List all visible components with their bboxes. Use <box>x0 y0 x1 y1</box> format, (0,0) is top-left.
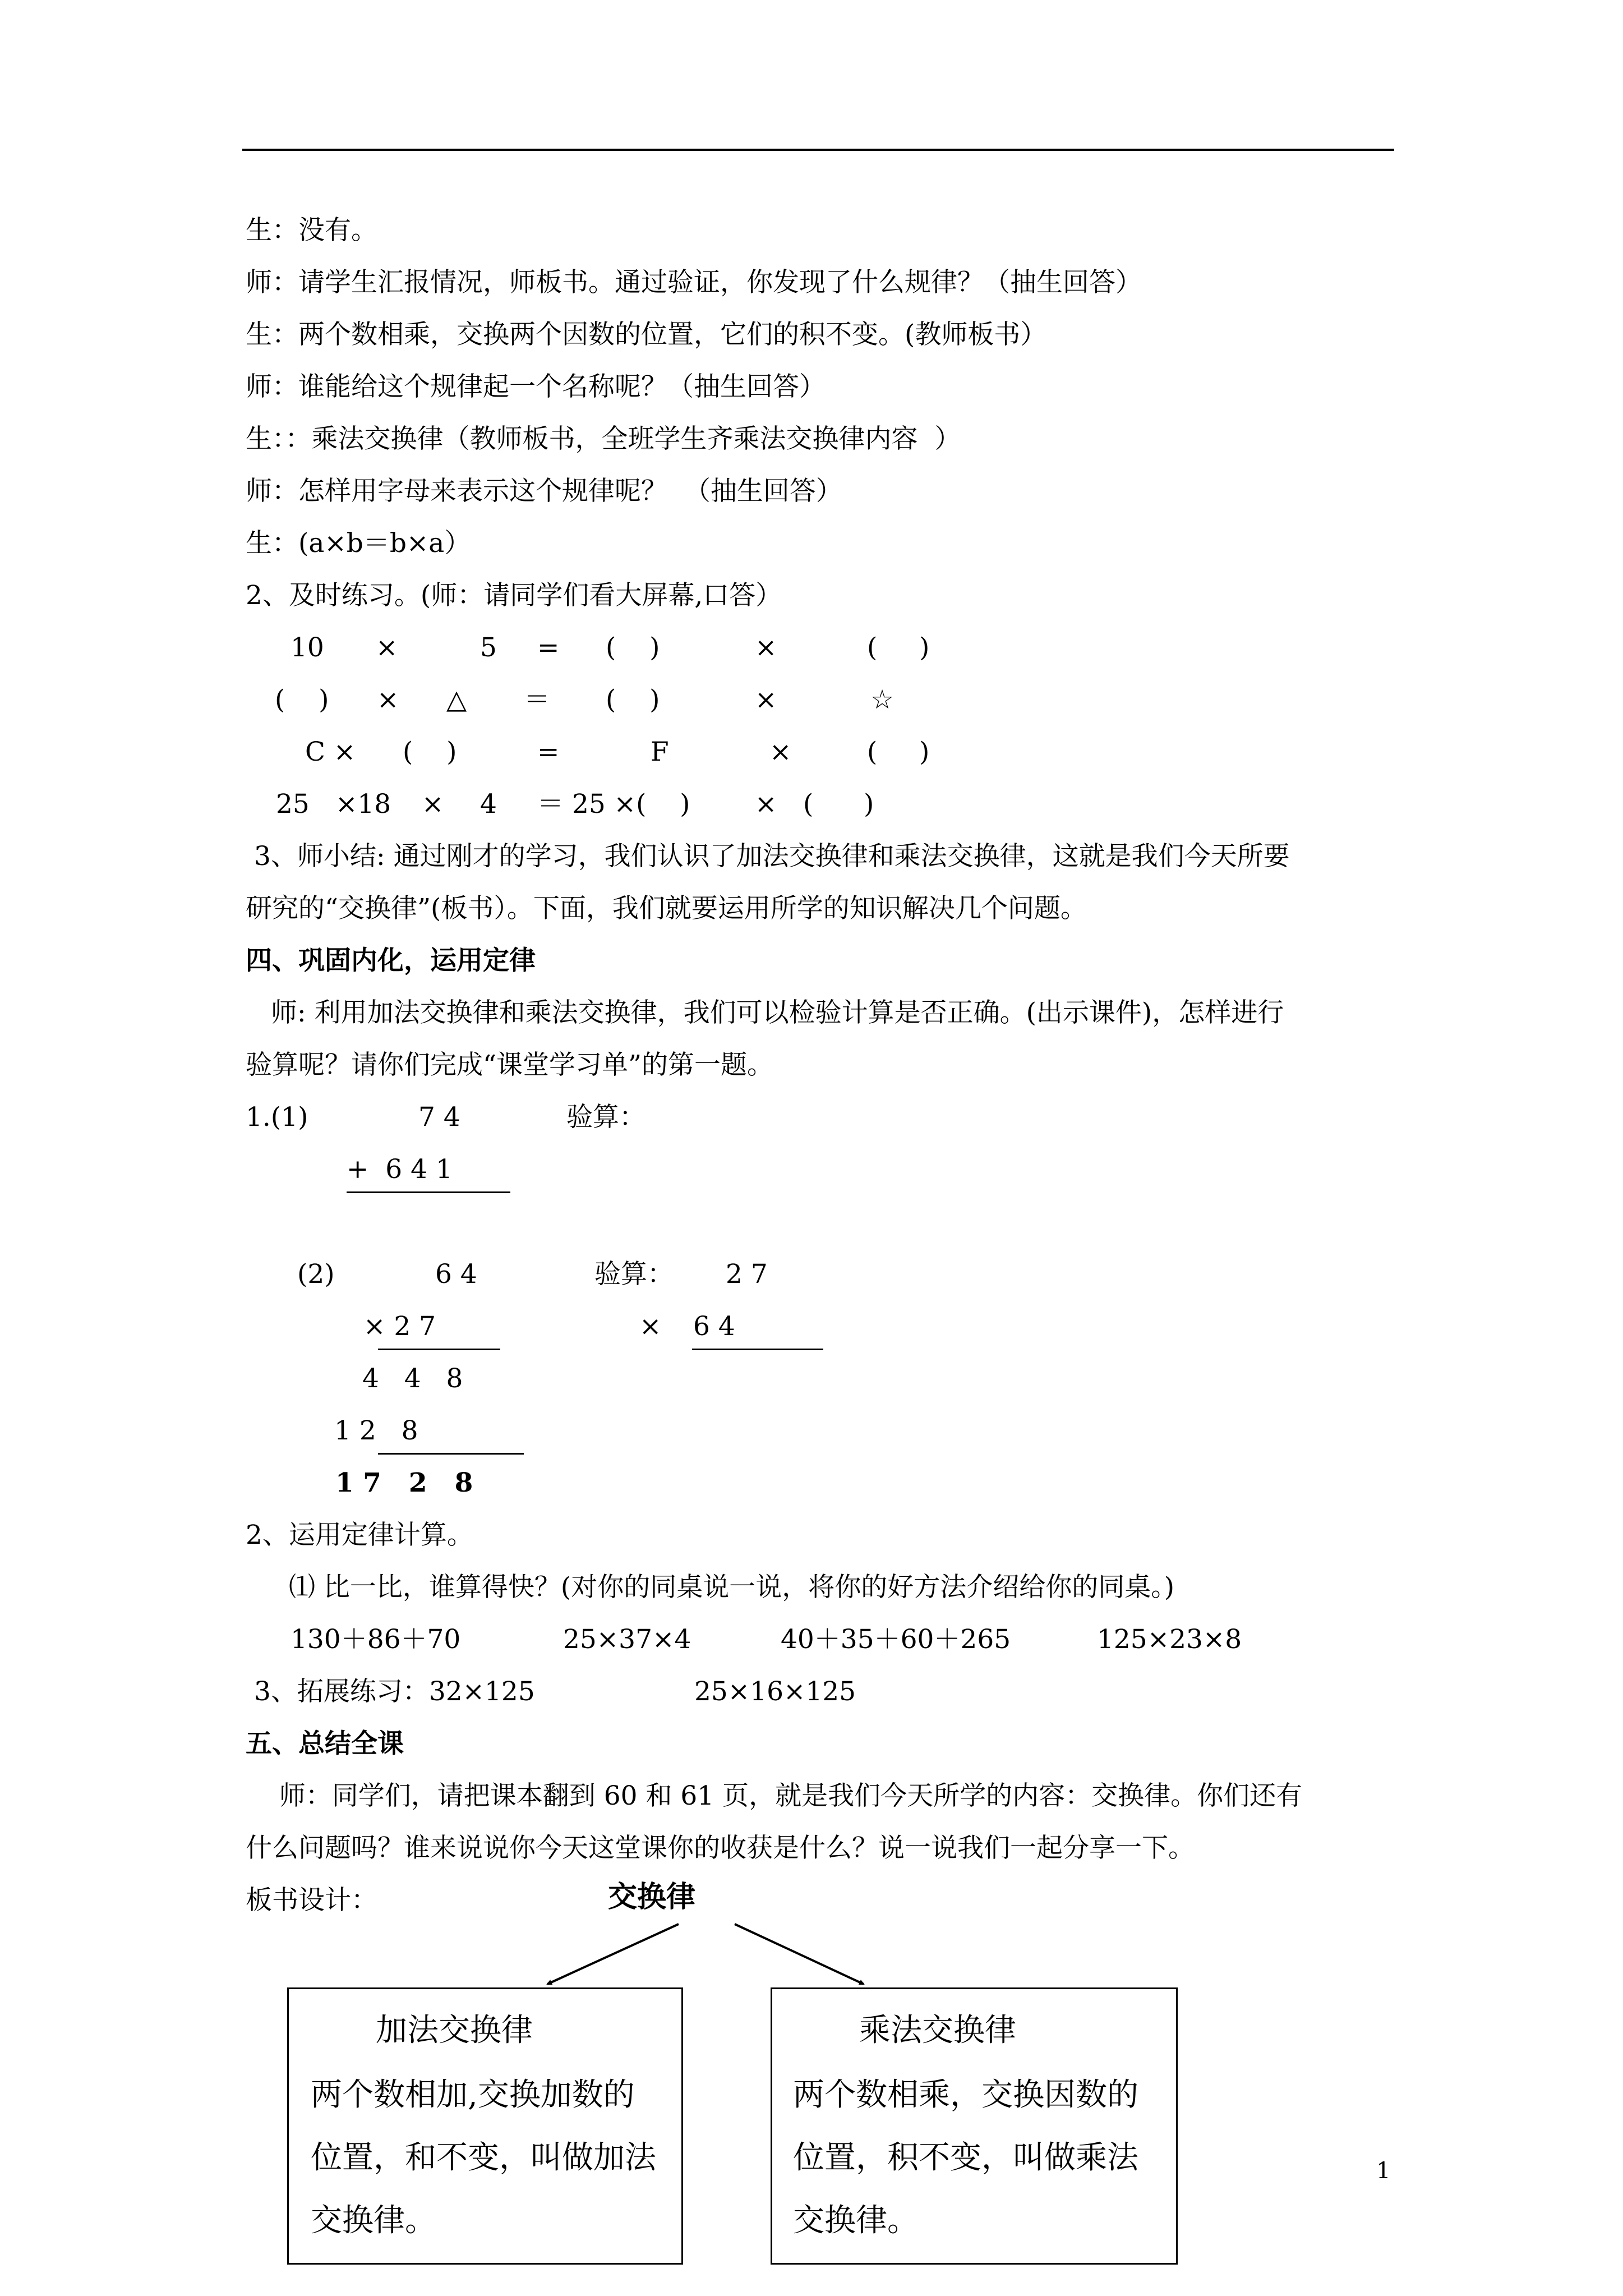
ex2-op1: × <box>377 684 399 715</box>
board-title: 交换律 <box>608 1880 696 1914</box>
dialog-line-7: 生：(a×b＝b×a） <box>246 528 471 559</box>
multiplication-law-line-3: 交换律。 <box>793 2202 919 2239</box>
ex2-eq: ＝ <box>524 684 550 715</box>
section5-para-2: 什么问题吗？谁来说说你今天这堂课你的收获是什么？说一说我们一起分享一下。 <box>246 1833 1195 1864</box>
calc1-label: 1.(1) <box>246 1102 308 1133</box>
calc2-partial-2: 1 2 8 <box>334 1415 418 1446</box>
addition-law-line-3: 交换律。 <box>311 2202 436 2239</box>
calc2-check-mult: 6 4 <box>693 1311 735 1342</box>
summary-line-1: 3、师小结: 通过刚才的学习，我们认识了加法交换律和乘法交换律，这就是我们今天所要 <box>246 841 1290 872</box>
ex3-f: F <box>651 737 669 767</box>
header-rule <box>242 149 1394 151</box>
ex3-eq: = <box>537 737 560 767</box>
ex3-blank1: ( ) <box>403 737 457 767</box>
section5-heading: 五、总结全课 <box>246 1728 404 1759</box>
multiplication-law-title: 乘法交换律 <box>859 2012 1016 2049</box>
ex2-op2: × <box>755 684 777 715</box>
arrow-left <box>547 1924 679 1984</box>
calc1-underline <box>347 1191 510 1193</box>
calc2-check-label: 验算： <box>594 1259 674 1290</box>
calc1-addend: + 6 4 1 <box>347 1154 453 1185</box>
ex2-triangle: △ <box>446 684 467 715</box>
calc2-check-sign: × <box>639 1311 662 1342</box>
ex2-blank1: ( ) <box>275 684 329 715</box>
ex4-4: 4 <box>480 789 497 820</box>
law-title: 2、运用定律计算。 <box>246 1520 473 1550</box>
section4-heading: 四、巩固内化，运用定律 <box>246 945 536 976</box>
dialog-line-2: 师：请学生汇报情况，师板书。通过验证，你发现了什么规律？（抽生回答） <box>246 267 1142 298</box>
ex2-star: ☆ <box>870 684 895 715</box>
law-ext-label: 3、拓展练习：32×125 <box>246 1676 535 1707</box>
ex1-blank1: ( ) <box>606 632 660 663</box>
section4-para-2: 验算呢？请你们完成“课堂学习单”的第一题。 <box>246 1050 774 1080</box>
addition-law-line-1: 两个数相加,交换加数的 <box>311 2077 635 2113</box>
dialog-line-5: 生：：乘法交换律（教师板书，全班学生齐乘法交换律内容 ） <box>246 424 961 454</box>
calc2-result: 1 7 2 8 <box>335 1467 473 1498</box>
calc2-underline <box>378 1349 500 1350</box>
calc2-label: (2) <box>297 1259 335 1290</box>
ex4-op2: × <box>755 789 777 820</box>
arrow-right <box>735 1924 864 1984</box>
ex4-op: × <box>422 789 444 820</box>
ex2-blank2: ( ) <box>606 684 660 715</box>
dialog-line-3: 生：两个数相乘，交换两个因数的位置，它们的积不变。(教师板书） <box>246 319 1047 350</box>
ex4-blank: ( ) <box>803 789 874 820</box>
ex3-blank2: ( ) <box>867 737 930 767</box>
ex3-c: C × <box>305 737 356 767</box>
dialog-line-1: 生：没有。 <box>246 215 377 246</box>
board-label: 板书设计： <box>246 1885 377 1916</box>
ex3-op: × <box>769 737 792 767</box>
law-expr-1: 130＋86＋70 <box>291 1624 461 1655</box>
calc2-check-underline <box>692 1349 823 1350</box>
calc2-partial-underline <box>378 1453 524 1455</box>
addition-law-title: 加法交换律 <box>376 2012 533 2049</box>
law-sub: ⑴ 比一比，谁算得快？(对你的同桌说一说，将你的好方法介绍给你的同桌。) <box>280 1572 1175 1603</box>
ex1-op2: × <box>755 632 777 663</box>
ex1-op1: × <box>376 632 398 663</box>
addition-law-line-2: 位置，和不变，叫做加法 <box>311 2139 656 2176</box>
calc1-check-label: 验算： <box>566 1102 645 1133</box>
ex4-rhs: ＝ 25 ×( ) <box>537 789 690 820</box>
multiplication-law-line-1: 两个数相乘，交换因数的 <box>793 2077 1138 2113</box>
summary-line-2: 研究的“交换律”(板书）。下面，我们就要运用所学的知识解决几个问题。 <box>246 893 1087 924</box>
dialog-line-4: 师：谁能给这个规律起一个名称呢？（抽生回答） <box>246 371 826 402</box>
calc2-mult: × 2 7 <box>363 1311 436 1342</box>
ex4-25: 25 <box>276 789 310 820</box>
calc2-partial-1: 4 4 8 <box>362 1363 463 1394</box>
dialog-line-8: 2、及时练习。(师：请同学们看大屏幕,口答） <box>246 580 782 611</box>
ex4-18: ×18 <box>335 789 391 820</box>
law-expr-4: 125×23×8 <box>1097 1624 1242 1655</box>
calc1-top: 7 4 <box>418 1102 460 1133</box>
section4-para-1: 师: 利用加法交换律和乘法交换律，我们可以检验计算是否正确。(出示课件)，怎样进行 <box>246 997 1284 1028</box>
section5-para-1: 师：同学们，请把课本翻到 60 和 61 页，就是我们今天所学的内容：交换律。你们还有 <box>246 1780 1303 1811</box>
ex1-a: 10 <box>291 632 324 663</box>
ex1-eq: = <box>537 632 560 663</box>
calc2-top: 6 4 <box>435 1259 477 1290</box>
page-number: 1 <box>1376 2158 1391 2184</box>
law-expr-2: 25×37×4 <box>563 1624 691 1655</box>
law-ext-expr: 25×16×125 <box>694 1676 856 1707</box>
dialog-line-6: 师：怎样用字母来表示这个规律呢？ （抽生回答） <box>246 476 842 507</box>
calc2-check-top: 2 7 <box>726 1259 768 1290</box>
law-expr-3: 40＋35＋60＋265 <box>781 1624 1011 1655</box>
ex1-blank2: ( ) <box>867 632 930 663</box>
ex1-b: 5 <box>480 632 497 663</box>
multiplication-law-line-2: 位置，积不变，叫做乘法 <box>793 2139 1138 2176</box>
